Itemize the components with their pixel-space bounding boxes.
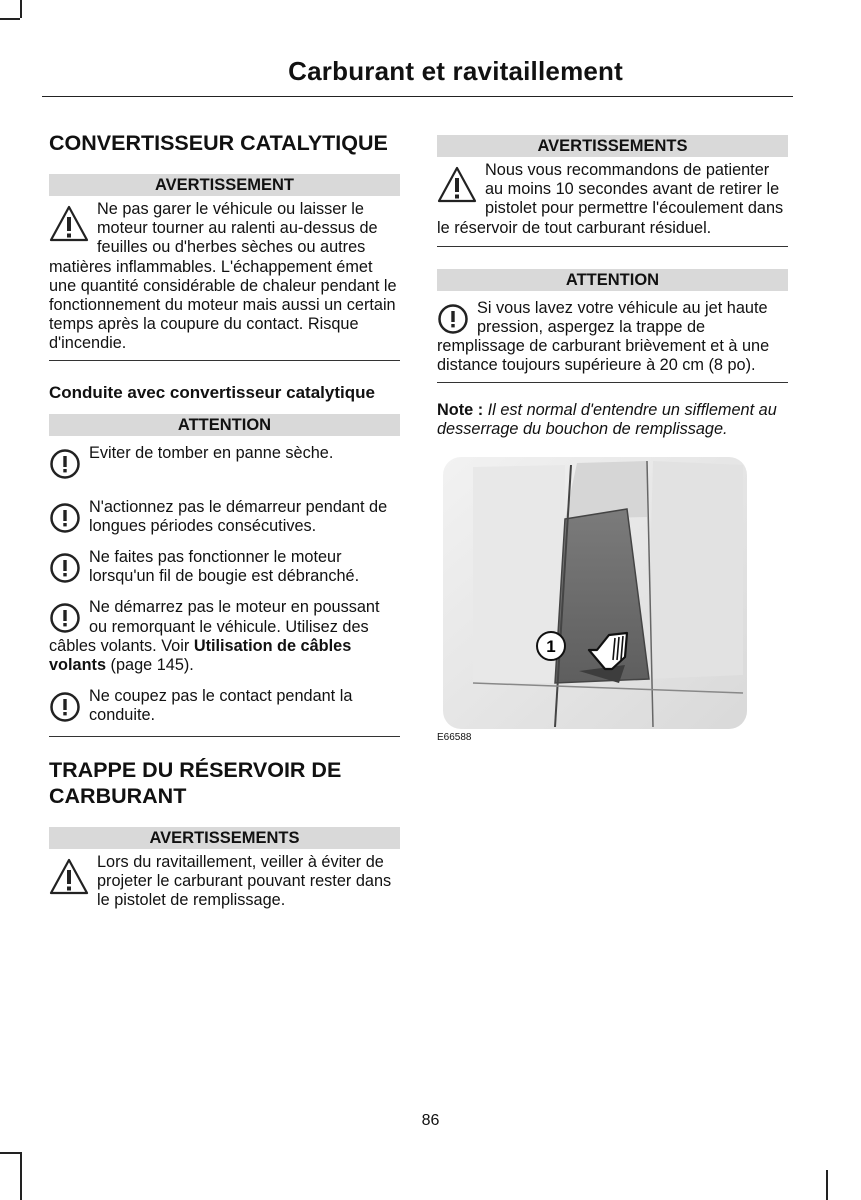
caution-circle-icon [49,502,81,536]
cross-reference-link[interactable]: Utilisation de câbles volants [49,636,352,675]
crop-mark [0,1152,20,1154]
attention-item [49,444,400,482]
warning-bar: AVERTISSEMENTS [49,827,400,849]
attention-item [49,598,400,675]
warning-text: Nous vous recommandons de patienter au moins 10 secondes avant de retirer le pistolet pour permettre l'écoulement dans le réservoir de tout carburant résiduel. [437,161,784,237]
warning-bar: AVERTISSEMENT [49,174,400,196]
crop-mark [20,1152,22,1200]
warning-block [49,200,400,361]
attention-text: Eviter de tomber en panne sèche. [89,443,334,462]
attention-bar: ATTENTION [49,414,400,436]
caution-circle-icon [49,448,81,482]
attention-block [437,295,788,383]
attention-item [49,548,400,586]
fuel-flap-illustration [437,457,788,747]
caution-circle-icon [49,691,81,725]
caution-circle-icon [437,303,469,337]
fuel-flap-drawing [437,457,788,747]
warning-triangle-icon [49,857,89,901]
attention-bar: ATTENTION [437,269,788,291]
note-text: Il est normal d'entendre un sifflement au desserrage du bouchon de remplissage. [437,400,777,438]
warning-text: Ne pas garer le véhicule ou laisser le moteur tourner au ralenti au-dessus de feuilles ou d'herbes sèches ou autres matières inflammables. L'échappement émet une quantité considérable de chaleur pendant le fonctionnement du moteur mais aussi un certain temps après la coupure du contact. Risque d'incendie. [49,200,397,353]
subsection-heading-driving: Conduite avec convertisseur catalytique [49,382,375,402]
attention-item [49,498,400,536]
right-column [437,135,788,747]
crop-mark [20,0,22,18]
section-heading-fuel-flap: TRAPPE DU RÉSERVOIR DE CARBURANT [49,757,342,808]
warning-block [437,161,788,247]
warning-triangle-icon [49,204,89,248]
warning-triangle-icon [437,165,477,209]
section-heading-catalytic: CONVERTISSEUR CATALYTIQUE [49,131,388,155]
note-label: Note : [437,400,484,419]
caution-circle-icon [49,602,81,636]
note [437,401,788,439]
attention-text: Si vous lavez votre véhicule au jet haute pression, aspergez la trappe de remplissage de carburant brièvement et à une distance toujours supérieure à 20 cm (8 po). [437,298,770,375]
figure-code: E66588 [437,732,472,744]
attention-block [49,440,400,737]
attention-text: Ne démarrez pas le moteur en poussant ou remorquant le véhicule. Utilisez des câbles volants. Voir [49,598,380,655]
warning-text: Lors du ravitaillement, veiller à éviter de projeter le carburant pouvant rester dans le pistolet de remplissage. [97,852,392,910]
page-number: 86 [421,1112,440,1129]
attention-text: Ne coupez pas le contact pendant la conduite. [89,687,353,725]
caution-circle-icon [49,552,81,586]
left-column [49,130,400,910]
crop-mark [0,18,20,20]
attention-text: Ne faites pas fonctionner le moteur lorsqu'un fil de bougie est débranché. [89,548,360,586]
warning-block [49,853,400,911]
page-reference: (page 145). [110,656,194,675]
attention-item [49,687,400,725]
page-header [42,52,793,97]
attention-text: N'actionnez pas le démarreur pendant de longues périodes consécutives. [89,497,388,535]
crop-mark [826,1170,828,1200]
callout-number: 1 [546,637,556,657]
page-title: Carburant et ravitaillement [288,56,623,86]
warning-bar: AVERTISSEMENTS [437,135,788,157]
